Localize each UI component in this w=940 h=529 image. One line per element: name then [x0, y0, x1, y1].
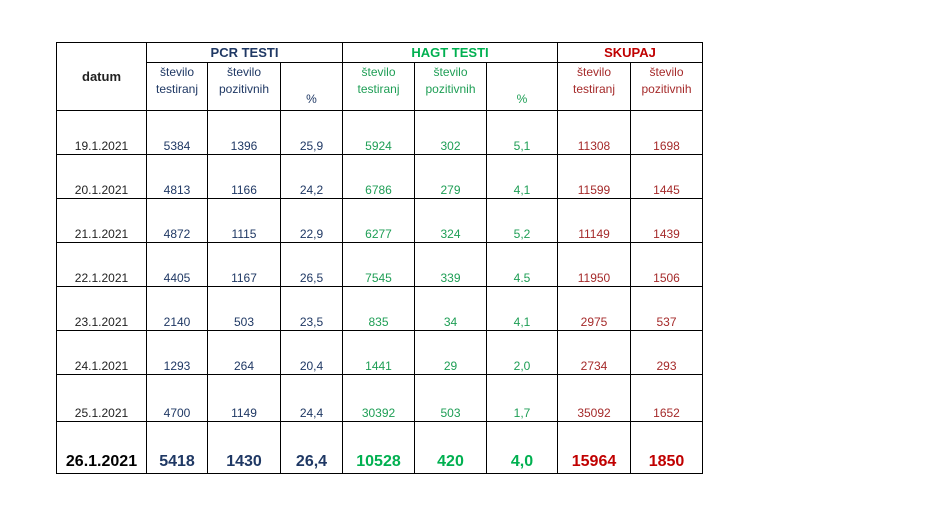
pcr-pct-cell: 26,5 [281, 243, 343, 287]
sk-tested-header: število testiranj [558, 63, 631, 111]
date-cell: 25.1.2021 [57, 375, 147, 422]
pcr-positive-header: število pozitivnih [208, 63, 281, 111]
pcr-pct-header: % [281, 63, 343, 111]
group-header-row [57, 43, 703, 63]
sk-positive-cell: 1445 [631, 155, 703, 199]
sk-tested-cell: 35092 [558, 375, 631, 422]
hagt-pct-cell: 4.5 [487, 243, 558, 287]
datum-header: datum [57, 43, 147, 111]
pcr-tested-header: število testiranj [147, 63, 208, 111]
pcr-positive-cell: 1149 [208, 375, 281, 422]
sk-positive-cell: 293 [631, 331, 703, 375]
pcr-tested-cell: 4872 [147, 199, 208, 243]
pcr-tested-cell: 1293 [147, 331, 208, 375]
sk-positive-cell: 1850 [631, 422, 703, 474]
hagt-tested-cell: 835 [343, 287, 415, 331]
hagt-positive-cell: 324 [415, 199, 487, 243]
sk-positive-cell: 1506 [631, 243, 703, 287]
pcr-pct-cell: 20,4 [281, 331, 343, 375]
hagt-pct-header: % [487, 63, 558, 111]
hagt-tested-cell: 6277 [343, 199, 415, 243]
pcr-pct-cell: 22,9 [281, 199, 343, 243]
hagt-pct-cell: 4,0 [487, 422, 558, 474]
hagt-tested-cell: 10528 [343, 422, 415, 474]
pcr-tested-cell: 4813 [147, 155, 208, 199]
sk-positive-cell: 1652 [631, 375, 703, 422]
hagt-positive-cell: 302 [415, 111, 487, 155]
sk-tested-cell: 15964 [558, 422, 631, 474]
pcr-pct-cell: 24,2 [281, 155, 343, 199]
sk-tested-cell: 11599 [558, 155, 631, 199]
hagt-tested-cell: 6786 [343, 155, 415, 199]
hagt-tested-cell: 7545 [343, 243, 415, 287]
hagt-positive-cell: 503 [415, 375, 487, 422]
table-row [57, 155, 703, 199]
date-cell: 24.1.2021 [57, 331, 147, 375]
pcr-group-header: PCR TESTI [147, 43, 343, 63]
pcr-tested-cell: 5384 [147, 111, 208, 155]
date-cell: 19.1.2021 [57, 111, 147, 155]
date-cell: 21.1.2021 [57, 199, 147, 243]
sub-header-row [57, 63, 703, 111]
pcr-positive-cell: 264 [208, 331, 281, 375]
table-row [57, 331, 703, 375]
date-cell: 20.1.2021 [57, 155, 147, 199]
date-cell: 26.1.2021 [57, 422, 147, 474]
hagt-pct-cell: 5,1 [487, 111, 558, 155]
hagt-positive-cell: 420 [415, 422, 487, 474]
sk-positive-header: število pozitivnih [631, 63, 703, 111]
pcr-tested-cell: 5418 [147, 422, 208, 474]
hagt-positive-header: število pozitivnih [415, 63, 487, 111]
pcr-pct-cell: 25,9 [281, 111, 343, 155]
sk-tested-cell: 2975 [558, 287, 631, 331]
sk-tested-cell: 2734 [558, 331, 631, 375]
hagt-tested-cell: 5924 [343, 111, 415, 155]
hagt-positive-cell: 34 [415, 287, 487, 331]
pcr-positive-cell: 1166 [208, 155, 281, 199]
table-row [57, 243, 703, 287]
hagt-pct-cell: 1,7 [487, 375, 558, 422]
hagt-group-header: HAGT TESTI [343, 43, 558, 63]
pcr-positive-cell: 503 [208, 287, 281, 331]
sk-positive-cell: 537 [631, 287, 703, 331]
pcr-pct-cell: 24,4 [281, 375, 343, 422]
pcr-positive-cell: 1430 [208, 422, 281, 474]
pcr-pct-cell: 26,4 [281, 422, 343, 474]
pcr-tested-cell: 4700 [147, 375, 208, 422]
sk-positive-cell: 1439 [631, 199, 703, 243]
sk-tested-cell: 11950 [558, 243, 631, 287]
pcr-positive-cell: 1167 [208, 243, 281, 287]
date-cell: 22.1.2021 [57, 243, 147, 287]
pcr-tested-cell: 2140 [147, 287, 208, 331]
hagt-tested-cell: 30392 [343, 375, 415, 422]
pcr-positive-cell: 1396 [208, 111, 281, 155]
hagt-positive-cell: 279 [415, 155, 487, 199]
hagt-tested-header: število testiranj [343, 63, 415, 111]
hagt-positive-cell: 339 [415, 243, 487, 287]
hagt-pct-cell: 5,2 [487, 199, 558, 243]
table-row [57, 375, 703, 422]
table-row [57, 199, 703, 243]
date-cell: 23.1.2021 [57, 287, 147, 331]
sk-tested-cell: 11308 [558, 111, 631, 155]
sk-positive-cell: 1698 [631, 111, 703, 155]
hagt-pct-cell: 4,1 [487, 287, 558, 331]
table-row [57, 422, 703, 474]
table-row [57, 111, 703, 155]
hagt-positive-cell: 29 [415, 331, 487, 375]
skupaj-group-header: SKUPAJ [558, 43, 703, 63]
hagt-tested-cell: 1441 [343, 331, 415, 375]
pcr-tested-cell: 4405 [147, 243, 208, 287]
pcr-pct-cell: 23,5 [281, 287, 343, 331]
pcr-positive-cell: 1115 [208, 199, 281, 243]
sk-tested-cell: 11149 [558, 199, 631, 243]
table-row [57, 287, 703, 331]
hagt-pct-cell: 2,0 [487, 331, 558, 375]
covid-test-table [56, 42, 703, 474]
hagt-pct-cell: 4,1 [487, 155, 558, 199]
